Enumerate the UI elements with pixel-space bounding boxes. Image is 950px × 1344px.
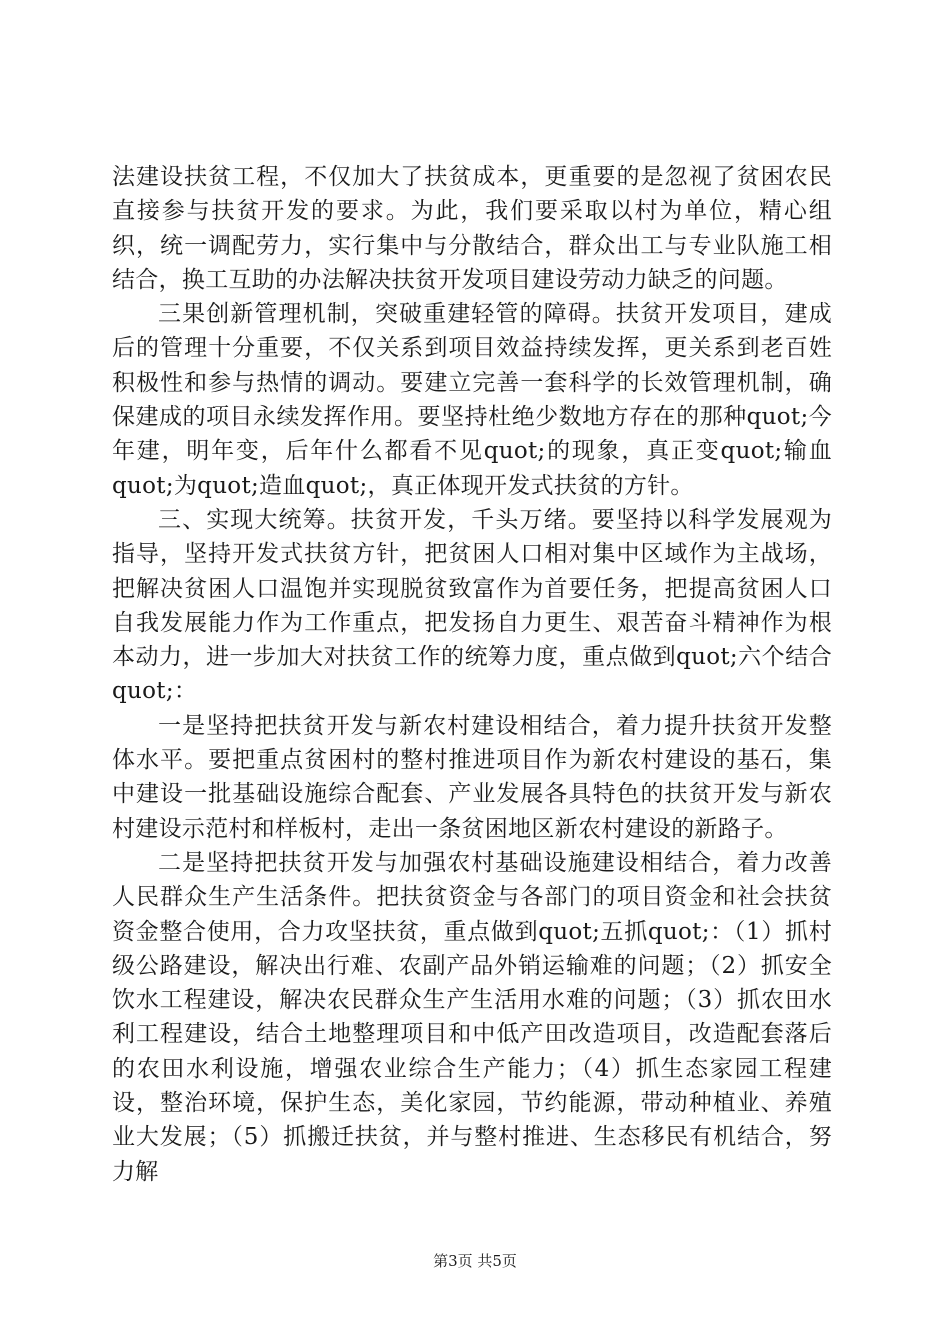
paragraph-3: 三、实现大统筹。扶贫开发，千头万绪。要坚持以科学发展观为指导，坚持开发式扶贫方针，把贫困人口相对集中区域作为主战场，把解决贫困人口温饱并实现脱贫致富作为首要任务，把提高贫困人口自我发展能力作为工作重点，把发扬自力更生、艰苦奋斗精神作为根本动力，进一步加大对扶贫工作的统筹力度，重点做到quot;六个结合quot;： (112, 506, 832, 705)
page-footer: 第3页 共5页 (433, 1252, 517, 1270)
paragraph-5: 二是坚持把扶贫开发与加强农村基础设施建设相结合，着力改善人民群众生产生活条件。把扶贫资金与各部门的项目资金和社会扶贫资金整合使用，合力攻坚扶贫，重点做到quot;五抓quot;：（1）抓村级公路建设，解决出行难、农副产品外销运输难的问题；（2）抓安全饮水工程建设，解决农民群众生产生活用水难的问题；（3）抓农田水利工程建设，结合土地整理项目和中低产田改造项目，改造配套落后的农田水利设施，增强农业综合生产能力；（4）抓生态家园工程建设，整治环境，保护生态，美化家园，节约能源，带动种植业、养殖业大发展；（5）抓搬迁扶贫，并与整村推进、生态移民有机结合，努力解 (112, 849, 832, 1185)
paragraph-2: 三果创新管理机制，突破重建轻管的障碍。扶贫开发项目，建成后的管理十分重要，不仅关系到项目效益持续发挥，更关系到老百姓积极性和参与热情的调动。要建立完善一套科学的长效管理机制，确保建成的项目永续发挥作用。要坚持杜绝少数地方存在的那种quot;今年建，明年变，后年什么都看不见quot;的现象，真正变quot;输血quot;为quot;造血quot;，真正体现开发式扶贫的方针。 (112, 301, 832, 499)
document-body (112, 160, 832, 1189)
paragraph-1: 法建设扶贫工程，不仅加大了扶贫成本，更重要的是忽视了贫困农民直接参与扶贫开发的要求。为此，我们要采取以村为单位，精心组织，统一调配劳力，实行集中与分散结合，群众出工与专业队施工相结合，换工互助的办法解决扶贫开发项目建设劳动力缺乏的问题。 (112, 164, 832, 293)
paragraph-4: 一是坚持把扶贫开发与新农村建设相结合，着力提升扶贫开发整体水平。要把重点贫困村的整村推进项目作为新农村建设的基石，集中建设一批基础设施综合配套、产业发展各具特色的扶贫开发与新农村建设示范村和样板村，走出一条贫困地区新农村建设的新路子。 (112, 712, 832, 842)
